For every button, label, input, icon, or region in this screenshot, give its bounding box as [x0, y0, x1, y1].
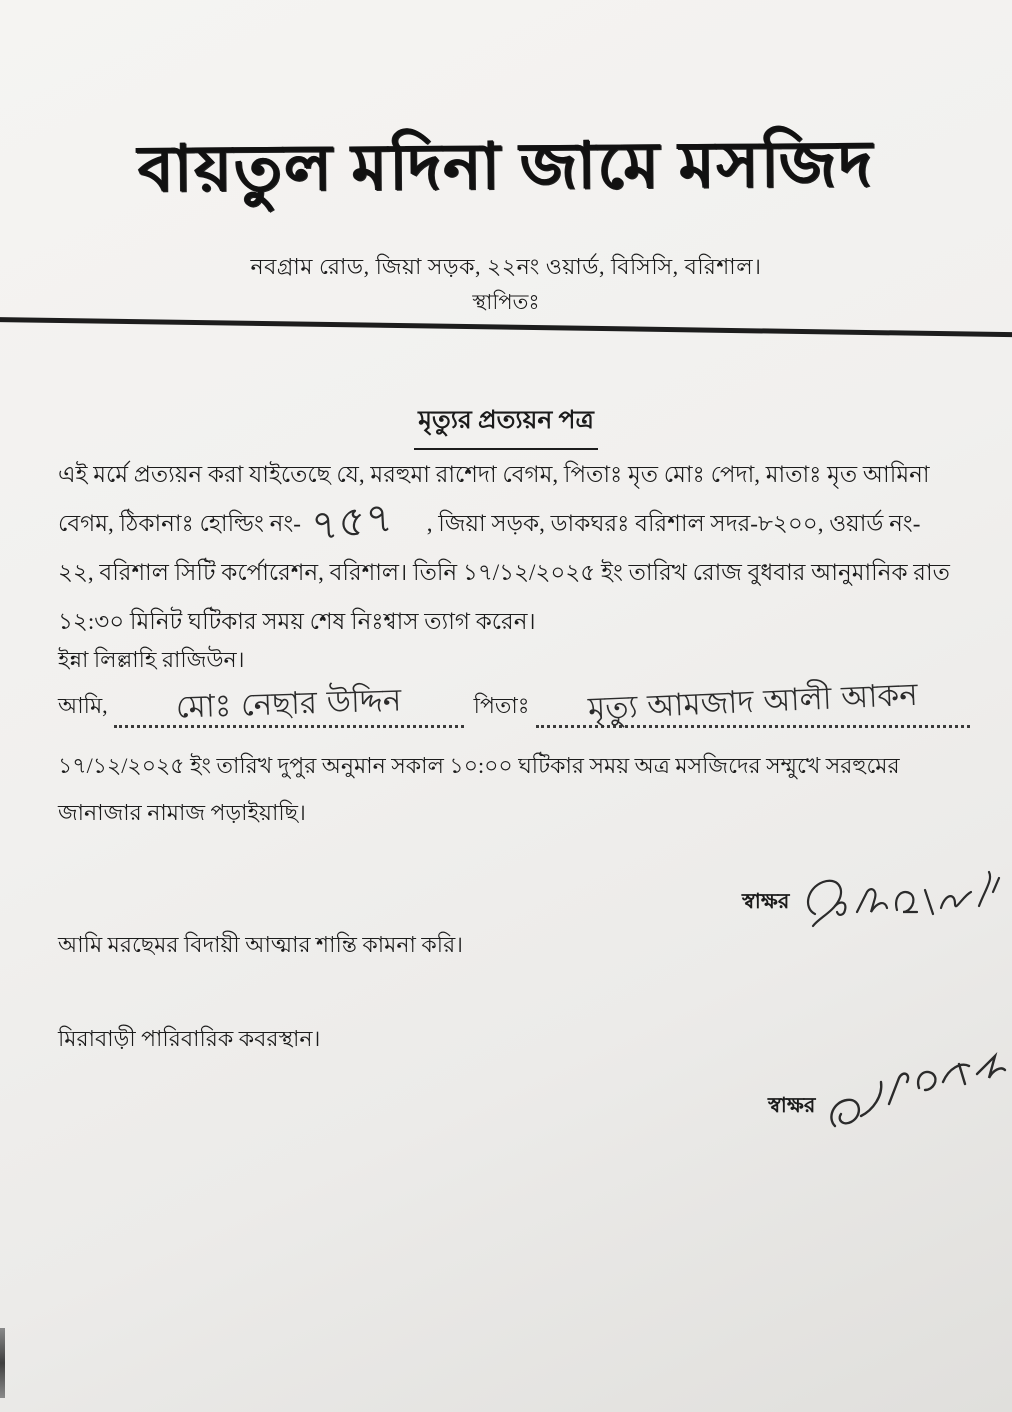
- established-label: স্থাপিতঃ: [472, 290, 540, 314]
- scan-edge-artifact: [0, 1328, 5, 1398]
- signature-label-2: স্বাক্ষর: [768, 1093, 816, 1117]
- masjid-name-title: বায়তুল মদিনা জামে মসজিদ: [137, 128, 875, 205]
- imam-father-handwritten: মৃত্যু আমজাদ আলী আকন: [587, 676, 919, 728]
- inna-lillah-line: ইন্না লিল্লাহি রাজিউন।: [58, 647, 245, 672]
- prayer-line: আমি মরছেমর বিদায়ী আত্মার শান্তি কামনা করি।: [58, 932, 464, 957]
- imam-declaration-row: [58, 676, 970, 728]
- certificate-title: মৃত্যুর প্রত্যয়ন পত্র: [414, 400, 598, 450]
- janaza-statement: ১৭/১২/২০২৫ ইং তারিখ দুপুর অনুমান সকাল ১০:০০ ঘটিকার সময় অত্র মসজিদের সম্মুখে সরহুমের জানাজার নামাজ পড়াইয়াছি।: [58, 753, 900, 825]
- signature-scribble-1: [801, 862, 1011, 934]
- certificate-title-wrap: [0, 400, 1012, 450]
- imam-father-fill-line: [536, 676, 970, 728]
- masjid-address: নবগ্রাম রোড, জিয়া সড়ক, ২২নং ওয়ার্ড, বিসিসি, বরিশাল।: [250, 254, 762, 279]
- pita-label: পিতাঃ: [473, 693, 530, 718]
- signature-block-1: [742, 862, 1011, 934]
- signature-scribble-2: [827, 1048, 1012, 1138]
- holding-number-handwritten: ৭৫৭: [309, 491, 394, 552]
- body-text-before-holding: এই মর্মে প্রত্যয়ন করা যাইতেছে যে, মরহুমা রাশেদা বেগম, পিতাঃ মৃত মোঃ পেদা, মাতাঃ মৃত আমিনা বেগম, ঠিকানাঃ হোল্ডিং নং-: [58, 462, 930, 536]
- imam-name-handwritten: মোঃ নেছার উদ্দিন: [175, 682, 402, 726]
- body-text-after-holding: , জিয়া সড়ক, ডাকঘরঃ বরিশাল সদর-৮২০০, ওয়ার্ড নং- ২২, বরিশাল সিটি কর্পোরেশন, বরিশাল। তিনি ১৭/১২/২০২৫ ইং তারিখ রোজ বুধবার আনুমানিক রাত ১২:৩০ মিনিট ঘটিকার সময় শেষ নিঃশ্বাস ত্যাগ করেন।: [58, 511, 950, 634]
- imam-name-fill-line: [114, 682, 464, 728]
- graveyard-line: মিরাবাড়ী পারিবারিক কবরস্থান।: [58, 1026, 321, 1051]
- certificate-body-paragraph: [58, 450, 958, 646]
- signature-block-2: [768, 1048, 1012, 1138]
- signature-label-1: স্বাক্ষর: [742, 889, 790, 913]
- ami-label: আমি,: [58, 693, 108, 718]
